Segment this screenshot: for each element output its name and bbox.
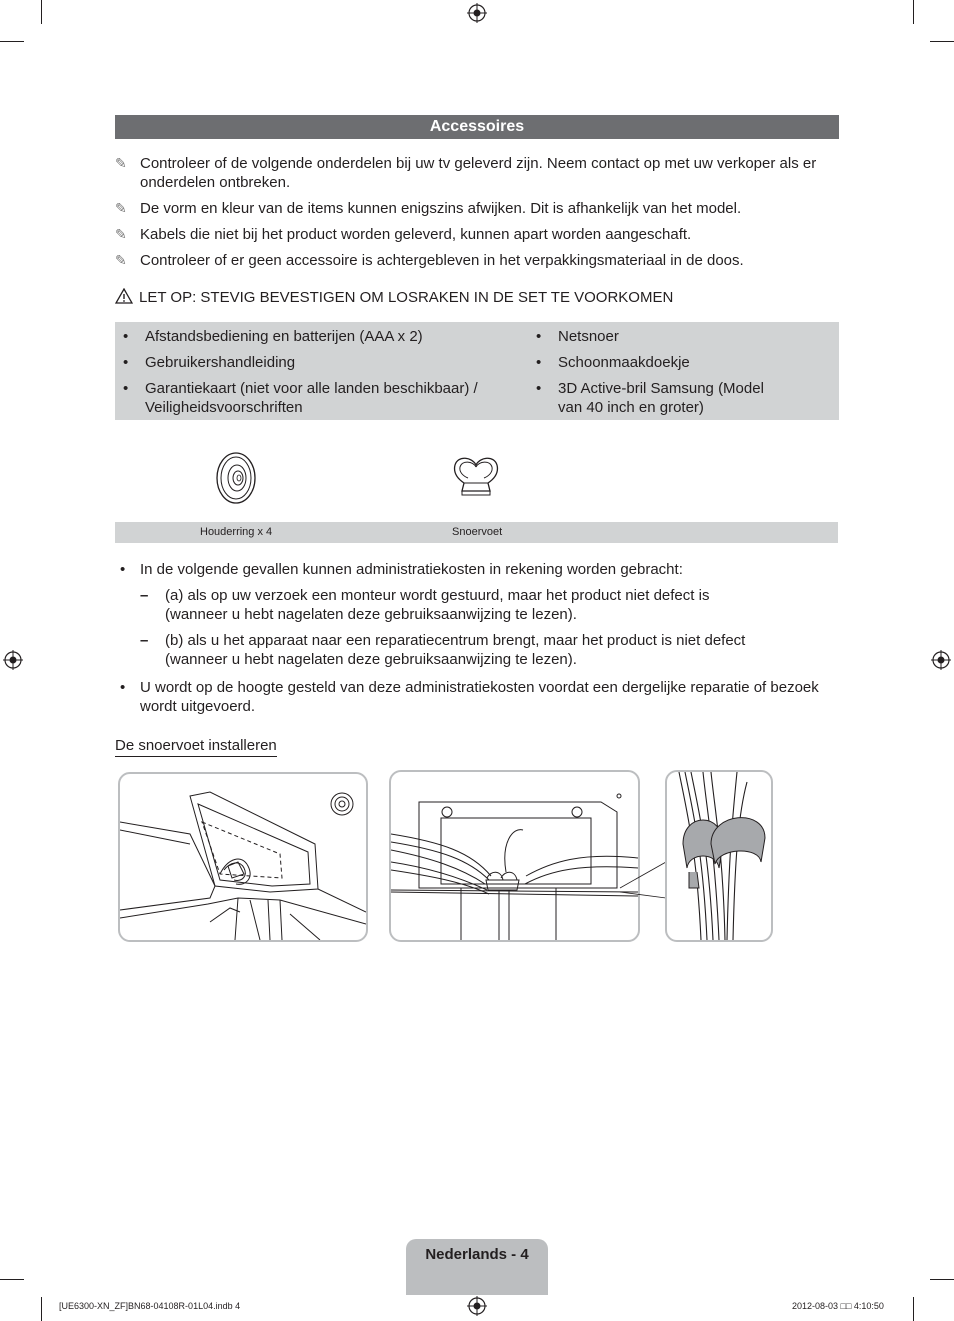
page-number-tab: Nederlands - 4 bbox=[406, 1239, 548, 1295]
crop-mark bbox=[930, 41, 954, 42]
list-item: ✎ Controleer of er geen accessoire is achtergebleven in het verpakkingsmateriaal in de doos. bbox=[115, 252, 744, 269]
cable-routing-illustration bbox=[391, 772, 638, 940]
list-item: • U wordt op de hoogte gesteld van deze administratiekosten voordat een dergelijke reparatie of bezoek wordt uitgevoerd. bbox=[120, 679, 819, 715]
install-heading: De snoervoet installeren bbox=[115, 736, 277, 757]
holder-ring-icon bbox=[214, 450, 258, 506]
list-item: • Gebruikershandleiding bbox=[123, 354, 296, 371]
pencil-icon: ✎ bbox=[115, 200, 127, 216]
list-item: • Netsnoer bbox=[536, 328, 619, 345]
section-header: Accessoires bbox=[115, 115, 839, 139]
registration-mark-icon bbox=[931, 650, 951, 670]
list-item: • Afstandsbediening en batterijen (AAA x 2) bbox=[123, 328, 423, 345]
list-item: • 3D Active-bril Samsung (Model van 40 inch en groter) bbox=[536, 380, 764, 416]
caution-text: LET OP: STEVIG BEVESTIGEN OM LOSRAKEN IN DE SET TE VOORKOMEN bbox=[139, 289, 674, 306]
pencil-icon: ✎ bbox=[115, 155, 127, 171]
registration-mark-icon bbox=[467, 3, 487, 23]
accessories-right bbox=[528, 327, 828, 424]
pencil-icon: ✎ bbox=[115, 252, 127, 268]
list-item: – (a) als op uw verzoek een monteur wordt gestuurd, maar het product niet defect is (wanneer u hebt nagelaten deze gebruiksaanwijzing te lezen). bbox=[140, 587, 710, 623]
cable-holder-icon bbox=[452, 455, 500, 497]
crop-mark bbox=[913, 0, 914, 24]
crop-mark bbox=[0, 41, 24, 42]
holder-ring-caption: Houderring x 4 bbox=[200, 526, 273, 538]
list-item: ✎ Kabels die niet bij het product worden geleverd, kunnen apart worden aangeschaft. bbox=[115, 226, 692, 243]
list-item: • Schoonmaakdoekje bbox=[536, 354, 690, 371]
zoom-connector bbox=[618, 860, 668, 900]
crop-mark bbox=[913, 1297, 914, 1321]
registration-mark-icon bbox=[467, 1296, 487, 1316]
list-item: ✎ De vorm en kleur van de items kunnen enigszins afwijken. Dit is afhankelijk van het model. bbox=[115, 200, 742, 217]
list-item: • Garantiekaart (niet voor alle landen beschikbaar) / Veiligheidsvoorschriften bbox=[123, 380, 478, 416]
parts-caption-bar bbox=[115, 522, 838, 543]
file-info: [UE6300-XN_ZF]BN68-04108R-01L04.indb 4 bbox=[59, 1301, 241, 1311]
list-item: – (b) als u het apparaat naar een reparatiecentrum brengt, maar het product is niet defect (wanneer u hebt nagelaten deze gebruiksaanwijzing te lezen). bbox=[140, 632, 746, 668]
crop-mark bbox=[41, 1297, 42, 1321]
install-figure-3 bbox=[665, 770, 773, 942]
crop-mark bbox=[930, 1279, 954, 1280]
warning-triangle-icon bbox=[115, 288, 133, 304]
crop-mark bbox=[0, 1279, 24, 1280]
install-figure-2 bbox=[389, 770, 640, 942]
print-timestamp: 2012-08-03 □□ 4:10:50 bbox=[792, 1301, 884, 1311]
install-figure-1 bbox=[118, 772, 368, 942]
list-item: • In de volgende gevallen kunnen administratiekosten in rekening worden gebracht: bbox=[120, 561, 683, 578]
pencil-icon: ✎ bbox=[115, 226, 127, 242]
crop-mark bbox=[41, 0, 42, 24]
registration-mark-icon bbox=[3, 650, 23, 670]
caution-notice bbox=[115, 288, 839, 307]
cable-holder-closeup-illustration bbox=[667, 772, 771, 940]
stand-illustration bbox=[120, 774, 366, 940]
notes-list bbox=[115, 154, 839, 277]
fees-section bbox=[115, 560, 839, 723]
list-item: ✎ Controleer of de volgende onderdelen bij uw tv geleverd zijn. Neem contact op met uw verkoper als er onderdelen ontbreken. bbox=[115, 155, 817, 191]
cable-holder-caption: Snoervoet bbox=[452, 526, 503, 538]
accessories-left bbox=[115, 327, 510, 424]
accessories-box bbox=[115, 322, 839, 420]
